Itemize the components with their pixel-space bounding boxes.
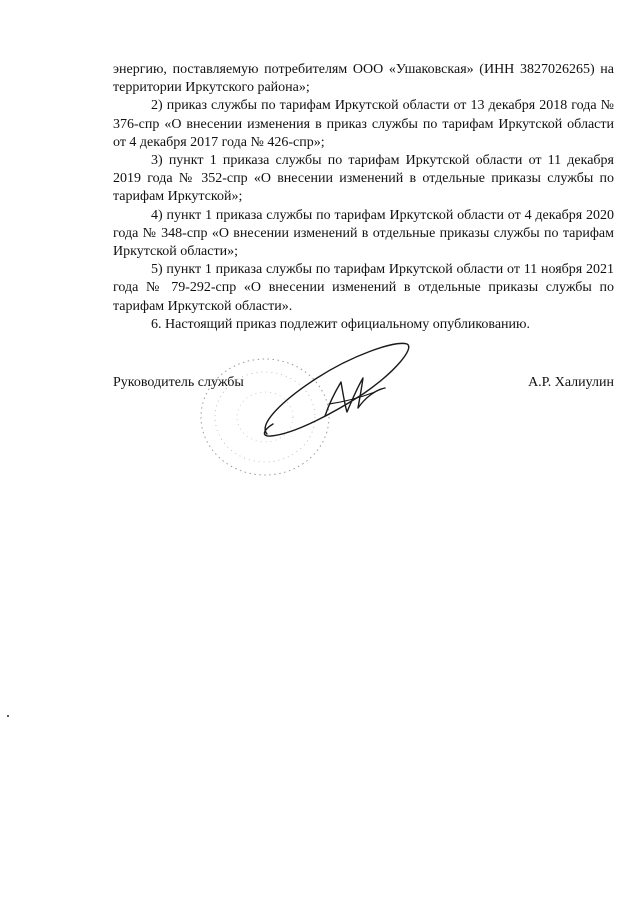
scan-artifact-dot xyxy=(7,715,9,717)
paragraph-item-5: 5) пункт 1 приказа службы по тарифам Иркутской области от 11 ноября 2021 года № 79-292-спр «О внесении изменений в отдельные приказы службы по тарифам Иркутской области». xyxy=(113,262,614,314)
paragraph-item-6: 6. Настоящий приказ подлежит официальному опубликованию. xyxy=(151,316,530,332)
paragraph-item-4: 4) пункт 1 приказа службы по тарифам Иркутской области от 4 декабря 2020 года № 348-спр «О внесении изменений в отдельные приказы службы по тарифам Иркутской области»; xyxy=(113,207,614,260)
paragraph-continuation: энергию, поставляемую потребителям ООО «Ушаковская» (ИНН 3827026265) на территории Иркутского района»; xyxy=(113,62,614,96)
document-body xyxy=(113,61,614,334)
handwritten-signature xyxy=(255,338,415,443)
signatory-name: А.Р. Халиулин xyxy=(528,375,614,390)
paragraph-item-3: 3) пункт 1 приказа службы по тарифам Иркутской области от 11 декабря 2019 года № 352-спр «О внесении изменений в отдельные приказы службы по тарифам Иркутской»; xyxy=(113,153,614,205)
signatory-title: Руководитель службы xyxy=(113,375,244,390)
paragraph-item-2: 2) приказ службы по тарифам Иркутской области от 13 декабря 2018 года № 376-спр «О внесении изменения в приказ службы по тарифам Иркутской области от 4 декабря 2017 года № 426-спр»; xyxy=(113,98,614,150)
